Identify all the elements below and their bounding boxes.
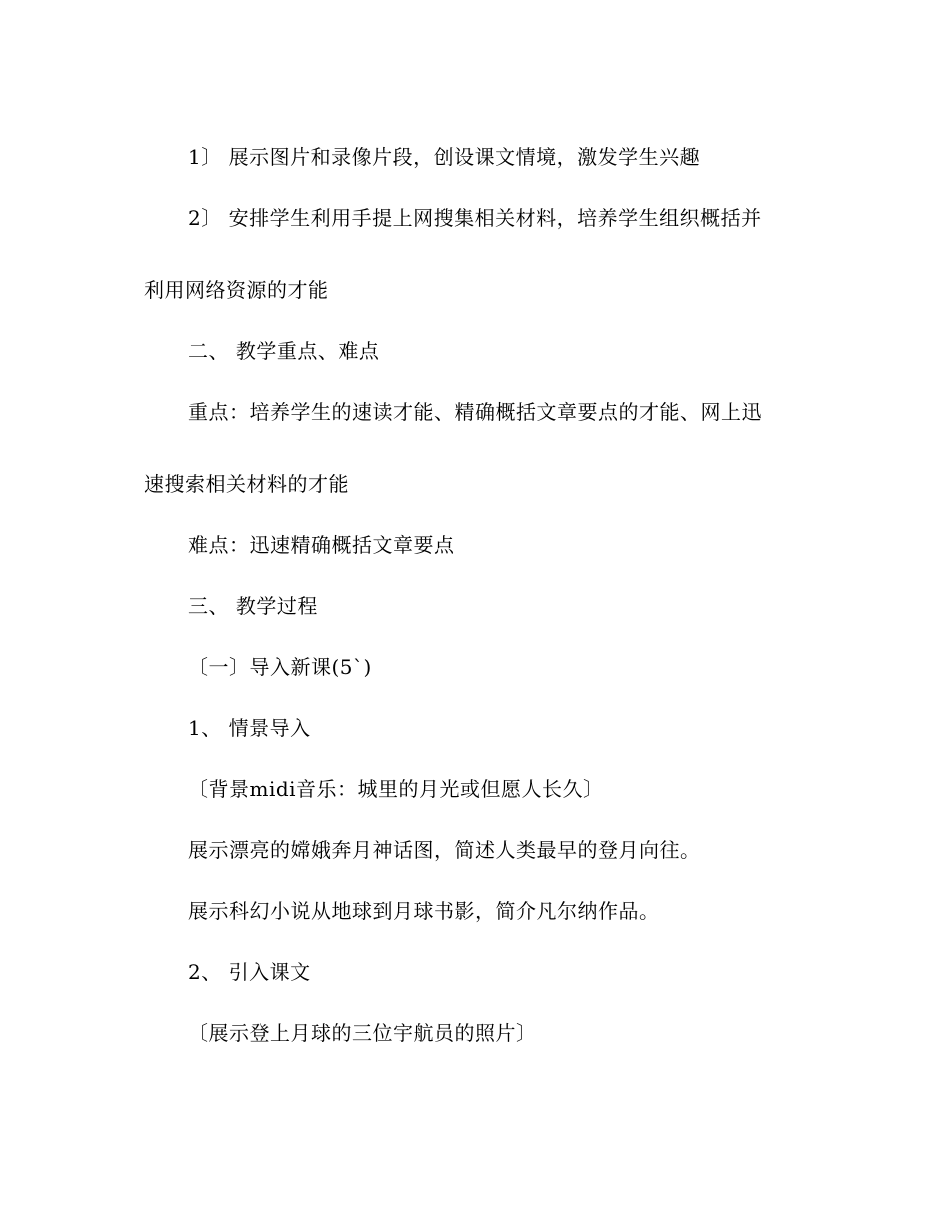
- paragraph-verne-novel: 展示科幻小说从地球到月球书影，简介凡尔纳作品。: [188, 899, 660, 923]
- section-heading-key-points: 二、 教学重点、难点: [188, 339, 380, 363]
- paragraph-difficulty: 难点：迅速精确概括文章要点: [188, 533, 455, 557]
- paragraph-goal-1: 1〕 展示图片和录像片段，创设课文情境，激发学生兴趣: [188, 145, 701, 169]
- paragraph-goal-2-continued: 利用网络资源的才能: [144, 278, 329, 302]
- note-background-music: 〔背景midi音乐：城里的月光或但愿人长久〕: [188, 777, 604, 801]
- paragraph-change-e-image: 展示漂亮的嫦娥奔月神话图，简述人类最早的登月向往。: [188, 838, 701, 862]
- paragraph-key-point: 重点：培养学生的速读才能、精确概括文章要点的才能、网上迅: [188, 400, 762, 424]
- item-lead-in: 2、 引入课文: [188, 960, 311, 984]
- note-astronaut-photo: 〔展示登上月球的三位宇航员的照片〕: [188, 1021, 537, 1045]
- subheading-introduction: 〔一〕导入新课(5`): [188, 655, 372, 679]
- paragraph-goal-2: 2〕 安排学生利用手提上网搜集相关材料，培养学生组织概括并: [188, 206, 762, 230]
- section-heading-process: 三、 教学过程: [188, 594, 318, 618]
- item-scene-intro: 1、 情景导入: [188, 716, 311, 740]
- paragraph-key-point-continued: 速搜索相关材料的才能: [144, 472, 349, 496]
